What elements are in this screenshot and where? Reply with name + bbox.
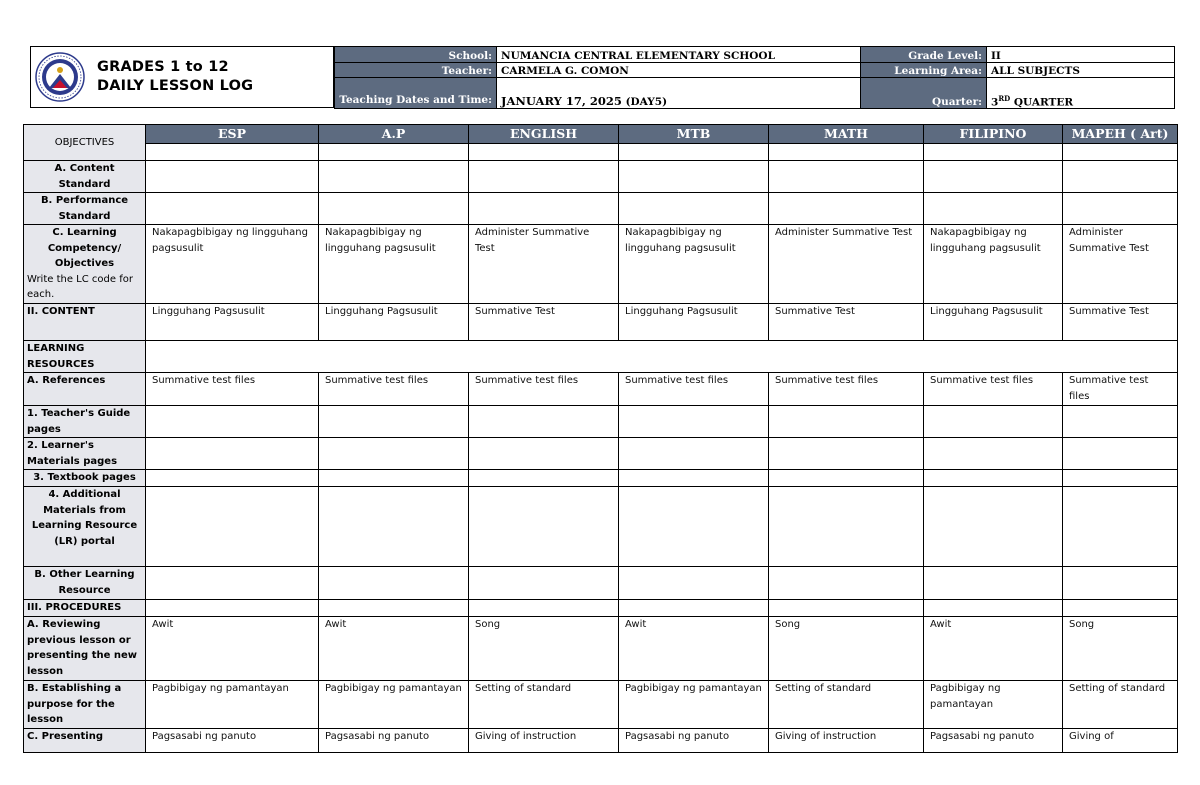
title-block — [30, 46, 334, 108]
presenting-cell: Giving of — [1063, 729, 1178, 753]
learning-area-value: ALL SUBJECTS — [987, 63, 1175, 78]
purpose-cell: Setting of standard — [1063, 681, 1178, 729]
competency-cell: Nakapagbibigay ng lingguhang pagsusulit — [619, 225, 769, 304]
dates-label: Teaching Dates and Time: — [335, 78, 497, 109]
reviewing-cell: Awit — [319, 617, 469, 681]
presenting-label: C. Presenting — [24, 729, 146, 753]
reviewing-cell: Song — [469, 617, 619, 681]
content-cell: Lingguhang Pagsusulit — [619, 304, 769, 341]
dates-value: JANUARY 17, 2025 (DAY5) — [497, 78, 861, 109]
school-value: NUMANCIA CENTRAL ELEMENTARY SCHOOL — [497, 47, 861, 63]
subject-header: ENGLISH — [469, 125, 619, 144]
learning-area-label: Learning Area: — [861, 63, 987, 78]
quarter-value: 3RD QUARTER — [987, 78, 1175, 109]
references-cell: Summative test files — [619, 373, 769, 406]
competency-cell: Nakapagbibigay ng lingguhang pagsusulit — [319, 225, 469, 304]
content-cell: Lingguhang Pagsusulit — [146, 304, 319, 341]
presenting-cell: Pagsasabi ng panuto — [924, 729, 1063, 753]
purpose-cell: Setting of standard — [769, 681, 924, 729]
objectives-label: OBJECTIVES — [24, 125, 146, 161]
purpose-cell: Pagbibigay ng pamantayan — [146, 681, 319, 729]
subject-header: MATH — [769, 125, 924, 144]
quarter-label: Quarter: — [861, 78, 987, 109]
presenting-cell: Pagsasabi ng panuto — [619, 729, 769, 753]
purpose-cell: Setting of standard — [469, 681, 619, 729]
school-label: School: — [335, 47, 497, 63]
other-resources-label: B. Other Learning Resource — [24, 567, 146, 600]
competency-cell: Administer Summative Test — [1063, 225, 1178, 304]
subject-header: MTB — [619, 125, 769, 144]
references-cell: Summative test files — [469, 373, 619, 406]
performance-standard-label: B. Performance Standard — [24, 193, 146, 225]
content-label: II. CONTENT — [24, 304, 146, 341]
deped-seal-icon — [35, 52, 85, 102]
presenting-cell: Giving of instruction — [769, 729, 924, 753]
purpose-cell: Pagbibigay ng pamantayan — [924, 681, 1063, 729]
title-line-2: DAILY LESSON LOG — [97, 78, 254, 94]
learning-resources-label: LEARNING RESOURCES — [24, 341, 146, 373]
grade-label: Grade Level: — [861, 47, 987, 63]
reviewing-cell: Awit — [619, 617, 769, 681]
content-cell: Lingguhang Pagsusulit — [924, 304, 1063, 341]
procedures-label: III. PROCEDURES — [24, 600, 146, 617]
competency-cell: Nakapagbibigay ng lingguhang pagsusulit — [146, 225, 319, 304]
subject-header: MAPEH ( Art) — [1063, 125, 1178, 144]
reviewing-label: A. Reviewing previous lesson or presenting the new lesson — [24, 617, 146, 681]
additional-materials-label: 4. Additional Materials from Learning Resource (LR) portal — [24, 487, 146, 567]
presenting-cell: Pagsasabi ng panuto — [146, 729, 319, 753]
subject-header: A.P — [319, 125, 469, 144]
grade-value: II — [987, 47, 1175, 63]
learners-materials-label: 2. Learner's Materials pages — [24, 438, 146, 470]
teacher-value: CARMELA G. COMON — [497, 63, 861, 78]
references-cell: Summative test files — [1063, 373, 1178, 406]
subject-header: FILIPINO — [924, 125, 1063, 144]
lc-note: Write the LC code for each. — [27, 273, 133, 300]
reviewing-cell: Awit — [924, 617, 1063, 681]
references-cell: Summative test files — [319, 373, 469, 406]
teachers-guide-label: 1. Teacher's Guide pages — [24, 406, 146, 438]
competency-cell: Administer Summative Test — [469, 225, 619, 304]
day-value: (DAY5) — [625, 96, 668, 108]
references-label: A. References — [24, 373, 146, 406]
content-standard-label: A. Content Standard — [24, 161, 146, 193]
presenting-cell: Pagsasabi ng panuto — [319, 729, 469, 753]
content-cell: Summative Test — [769, 304, 924, 341]
references-cell: Summative test files — [924, 373, 1063, 406]
learning-competency-label: C. Learning Competency/ Objectives Write the LC code for each. — [24, 225, 146, 304]
teacher-label: Teacher: — [335, 63, 497, 78]
purpose-label: B. Establishing a purpose for the lesson — [24, 681, 146, 729]
content-cell: Summative Test — [1063, 304, 1178, 341]
competency-cell: Nakapagbibigay ng lingguhang pagsusulit — [924, 225, 1063, 304]
subject-header: ESP — [146, 125, 319, 144]
content-cell: Summative Test — [469, 304, 619, 341]
competency-cell: Administer Summative Test — [769, 225, 924, 304]
purpose-cell: Pagbibigay ng pamantayan — [619, 681, 769, 729]
textbook-pages-label: 3. Textbook pages — [24, 470, 146, 487]
content-cell: Lingguhang Pagsusulit — [319, 304, 469, 341]
references-cell: Summative test files — [146, 373, 319, 406]
reviewing-cell: Song — [769, 617, 924, 681]
reviewing-cell: Song — [1063, 617, 1178, 681]
reviewing-cell: Awit — [146, 617, 319, 681]
info-grid — [334, 46, 1175, 109]
lesson-log-table — [23, 124, 1178, 753]
presenting-cell: Giving of instruction — [469, 729, 619, 753]
purpose-cell: Pagbibigay ng pamantayan — [319, 681, 469, 729]
title-line-1: GRADES 1 to 12 — [97, 59, 229, 75]
references-cell: Summative test files — [769, 373, 924, 406]
